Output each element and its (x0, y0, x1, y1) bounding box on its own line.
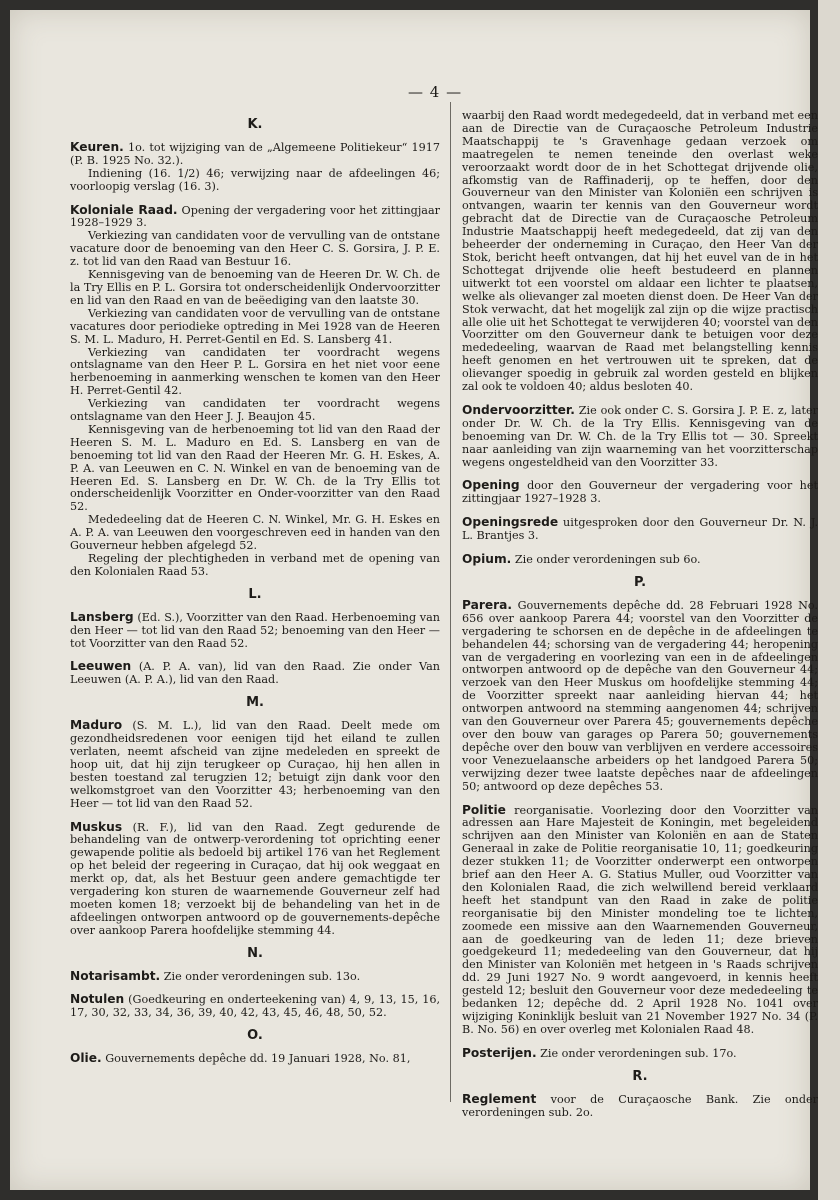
index-entry (462, 404, 818, 470)
entry-keyword: Maduro (70, 718, 123, 733)
entry-body: Gouvernements depêche dd. 19 Januari 1928, No. 81, (105, 1052, 411, 1066)
entry-body: Opening der vergadering voor het zittingjaar 1928–1929 3. (70, 203, 440, 230)
entry-body: voor de Curaçaosche Bank. Zie onder verordeningen sub. 2o. (462, 1092, 818, 1119)
entry-text (70, 168, 440, 194)
entry-text (462, 599, 818, 794)
index-entry (70, 1052, 440, 1066)
section-letter: L. (248, 586, 262, 602)
entry-text (70, 514, 440, 553)
index-entry (462, 1047, 818, 1061)
index-entry (70, 993, 440, 1020)
entry-body: (S. M. L.), lid van den Raad. Deelt mede om gezondheidsredenen voor eenigen tijd het eiland te zullen verlaten, neemt afscheid van zijne medeleden en spreekt de hoop uit, dat hij zijn terugkeer op Curaçao, hij hen allen in besten toestand zal terugzien 12; betuigt zijn dank voor den welkomstgroet van den Voorzitter 43; herbenoeming van den Heer — tot lid van den Raad 52. (70, 719, 440, 810)
left-column (70, 110, 440, 1076)
entry-body: Indiening (16. 1/2) 46; verwijzing naar de afdeelingen 46; voorloopig verslag (16. 3). (70, 166, 440, 193)
entry-body: Zie ook onder C. S. Gorsira J. P. E. z, later onder Dr. W. Ch. de la Try Ellis. Kennisgeving van de benoeming van Dr. W. Ch. de la Try Ellis tot — 30. Spreekt naar aanleiding van zijn waarneming van het voorzitterschap wegens ongesteldheid van den Voorzitter 33. (462, 403, 818, 469)
entry-text (462, 1093, 818, 1120)
column-divider (450, 102, 451, 1102)
entry-text (462, 553, 818, 567)
entry-body: Kennisgeving van de benoeming van de Heeren Dr. W. Ch. de la Try Ellis en P. L. Gorsira tot onderscheidenlijk Ondervoorzitter en lid van den Raad en van de beëediging van den laatste 30. (70, 268, 440, 307)
index-entry (462, 804, 818, 1037)
right-column (462, 110, 818, 1129)
entry-text (70, 398, 440, 424)
entry-body: Zie onder verordeningen sub 6o. (514, 553, 701, 567)
entry-body: Verkiezing van candidaten voor de vervulling van de ontstane vacature door de benoeming van den Heer C. S. Gorsira, J. P. E. z. tot lid van den Raad van Bestuur 16. (70, 229, 440, 269)
entry-text (462, 110, 818, 394)
entry-body: Verkiezing van candidaten ter voordracht wegens ontslagname van den Heer J. J. Beaujon 45. (70, 397, 440, 424)
entry-keyword: Reglement (462, 1091, 537, 1106)
entry-text (70, 553, 440, 579)
entry-text (70, 611, 440, 651)
entry-keyword: Muskus (70, 819, 123, 834)
entry-body: Verkiezing van candidaten voor de vervulling van de ontstane vacatures door periodieke optreding in Mei 1928 van de Heeren S. M. L. Maduro, H. Perret-Gentil en Ed. S. Lansberg 41. (70, 306, 440, 346)
entry-body: Zie onder verordeningen sub. 17o. (540, 1046, 737, 1060)
entry-body: (R. F.), lid van den Raad. Zegt gedurende de behandeling van de ontwerp-verordening tot oprichting eener gewapende politie als bedoeld bij artikel 176 van het Reglement op het beleid der regeering in Curaçao, dat hij ook weggaat en merkt op, dat, als het Bestuur geen andere gemachtigde ter vergadering kon sturen de waarnemende Gouverneur zelf had moeten komen 18; verzoekt bij de behandeling van het in de afdeelingen ontworpen antwoord op de gouvernements-depêche over aankoop Parera hoofdelijke stemming 44. (70, 820, 440, 937)
index-entry (70, 719, 440, 810)
entry-text (70, 970, 440, 984)
index-entry (462, 599, 818, 794)
entry-text (462, 479, 818, 506)
entry-keyword: Keuren. (70, 139, 124, 154)
entry-text (70, 821, 440, 938)
entry-text (70, 347, 440, 399)
entry-text (462, 804, 818, 1037)
entry-text (70, 269, 440, 308)
entry-text (70, 1052, 440, 1066)
entry-body: door den Gouverneur der vergadering voor het zittingjaar 1927–1928 3. (462, 479, 819, 506)
entry-keyword: Leeuwen (70, 659, 132, 674)
entry-text (70, 424, 440, 514)
index-entry (70, 821, 440, 938)
section-letter: K. (247, 117, 263, 132)
entry-keyword: Ondervoorzitter. (462, 402, 575, 417)
entry-keyword: Parera. (462, 597, 512, 612)
entry-keyword: Politie (462, 802, 506, 817)
section-letter: R. (632, 1068, 648, 1084)
entry-text (70, 141, 440, 168)
index-entry (70, 970, 440, 984)
entry-body: waarbij den Raad wordt medegedeeld, dat in verband met een aan de Directie van de Curaçaosche Petroleum Industrie Maatschappij te 's Gravenhage gedaan verzoek om maatregelen te nemen teneinde den overlast weke veroorzaakt wordt door de in het Schottegat drijvende olie, afkomstig van de Raffinaderij, op te heffen, door den Gouverneur van den Minister van Koloniën een schrijven is ontvangen, waarin ter kennis van den Gouverneur wordt gebracht dat de Directie van de Curaçaosche Petroleum Industrie Maatschappij heeft medegedeeld, dat zij van den beheerder der onderneming in Curaçao, den Heer Van der Stok, bericht heeft ontvangen, dat hij het euvel van de in het Schottegat drijvende olie heeft bestudeerd en plannen uitwerkt tot een voorstel om aldaar een lichter te plaatsen, welke als olievanger zal moeten dienst doen. De Heer Van der Stok verwacht, dat het mogelijk zal zijn op die wijze practisch alle olie uit het Schottegat te verwijderen 40; voorstel van den Voorzitter om den Gouverneur dank te betuigen voor deze mededeeling, waarvan de Raad met belangstelling kennis heeft genomen en het vertrouwen uit te spreken, dat de olievanger spoedig in gebruik zal worden gesteld en blijken zal ook te voldoen 40; aldus besloten 40. (462, 109, 818, 394)
entry-body: 1o. tot wijziging van de „Algemeene Politiekeur“ 1917 (P. B. 1925 No. 32.). (70, 140, 440, 167)
page-number: — 4 — (408, 83, 463, 101)
index-entry (70, 660, 440, 687)
entry-body: uitgesproken door den Gouverneur Dr. N. J. L. Brantjes 3. (462, 516, 819, 543)
document-page (10, 10, 819, 1190)
entry-text (462, 1047, 818, 1061)
entry-text (70, 308, 440, 347)
entry-keyword: Openingsrede (462, 515, 559, 530)
index-entry (70, 141, 440, 194)
entry-body: (A. P. A. van), lid van den Raad. Zie onder Van Leeuwen (A. P. A.), lid van den Raad. (70, 660, 440, 687)
entry-text (70, 719, 440, 810)
entry-body: Zie onder verordeningen sub. 13o. (163, 969, 361, 983)
index-entry (462, 1093, 818, 1120)
entry-keyword: Notarisambt. (70, 968, 161, 983)
entry-body: reorganisatie. Voorlezing door den Voorzitter van adressen aan Hare Majesteit de Koningin, met begeleidend schrijven aan den Minister van Koloniën en aan de Staten Generaal in zake de Politie reorganisatie 10, 11; goedkeuring dezer stukken 11; de Voorzitter onderwerpt een ontworpen brief aan den Heer A. G. Statius Muller, oud Voorzitter van den Kolonialen Raad, die zich welwillend bereid verklaard heeft het standpunt van den Raad in zake de politie reorganisatie bij den Minister mondeling toe te lichten, zoomede een missive aan den Waarnemenden Gouverneur, aan de goedkeuring van de leden 11; deze brieven goedgekeurd 11; mededeeling van den Gouverneur, dat hij den Minister van Koloniën met hetgeen in 's Raads schrijven dd. 29 Juni 1927 No. 9 wordt aangevoerd, in kennis heeft gesteld 12; besluit den Gouverneur voor deze mededeeling te bedanken 12; depêche dd. 2 April 1928 No. 1041 over wijziging Koninklijk besluit van 21 November 1927 No. 34 (P. B. No. 56) en over overleg met Kolonialen Raad 48. (462, 803, 819, 1036)
section-letter: O. (247, 1028, 263, 1044)
index-entry (462, 553, 818, 567)
entry-body: (Goedkeuring en onderteekening van) 4, 9, 13, 15, 16, 17, 30, 32, 33, 34, 36, 39, 40, 42, 43, 45, 46, 48, 50, 52. (70, 993, 441, 1020)
entry-keyword: Opium. (462, 552, 512, 567)
section-letter: M. (246, 695, 264, 711)
entry-body: Verkiezing van candidaten ter voordracht wegens ontslagname van den Heer P. L. Gorsira en het niet voor eene herbenoeming in aanmerking wenschen te komen van den Heer H. Perret-Gentil 42. (70, 345, 440, 398)
entry-body: Kennisgeving van de herbenoeming tot lid van den Raad der Heeren S. M. L. Maduro en Ed. S. Lansberg en van de benoeming tot lid van den Raad der Heeren Mr. G. H. Eskes, A. P. A. van Leeuwen en C. N. Winkel en van de benoeming van de Heeren Ed. S. Lansberg en Dr. W. Ch. de la Try Ellis tot onderscheidenlijk Voorzitter en Onder-voorzitter van den Raad 52. (70, 422, 440, 514)
entry-body: Gouvernements depêche dd. 28 Februari 1928 No. 656 over aankoop Parera 44; voorstel van den Voorzitter de vergadering te schorsen en de depêche in de afdeelingen te behandelen 44; schorsing van de vergadering 44; heropening van de vergadering en voorlezing van een in de afdeelingen ontworpen antwoord op de depêche van den Gouverneur 44; verzoek van den Heer Muskus om hoofdelijke stemming 44; de Voorzitter spreekt naar aanleiding hiervan 44; het ontworpen antwoord na stemming aangenomen 44; schrijven van den Gouverneur over Parera 45; gouvernements depêche over den bouw van garages op Parera 50; gouvernements depêche over den bouw van verblijven en verdere accessoires voor Venezuelaansche arbeiders op het landgoed Parera 50; verwijzing dezer twee laatste depêches naar de afdeelingen 50; antwoord op deze depêches 53. (462, 598, 818, 793)
entry-body: Mededeeling dat de Heeren C. N. Winkel, Mr. G. H. Eskes en A. P. A. van Leeuwen den voorgeschreven eed in handen van den Gouverneur hebben afgelegd 52. (70, 513, 440, 553)
index-entry (462, 110, 818, 394)
entry-keyword: Olie. (70, 1051, 102, 1066)
index-entry (70, 204, 440, 579)
section-letter: P. (633, 575, 647, 590)
entry-keyword: Opening (462, 478, 520, 493)
entry-body: (Ed. S.), Voorzitter van den Raad. Herbenoeming van den Heer — tot lid van den Raad 52; benoeming van den Heer — tot Voorzitter van den Raad 52. (70, 610, 440, 650)
entry-keyword: Posterijen. (462, 1045, 537, 1060)
entry-text (70, 993, 440, 1020)
entry-text (70, 660, 440, 687)
index-entry (462, 516, 818, 543)
entry-text (462, 516, 818, 543)
entry-keyword: Lansberg (70, 609, 134, 624)
adjacent-page-edge (818, 0, 840, 1200)
entry-text (462, 404, 818, 470)
entry-keyword: Notulen (70, 992, 125, 1007)
index-entry (462, 479, 818, 506)
entry-text (70, 230, 440, 269)
entry-text (70, 204, 440, 231)
section-letter: N. (247, 945, 263, 961)
entry-keyword: Koloniale Raad. (70, 202, 178, 217)
entry-body: Regeling der plechtigheden in verband met de opening van den Kolonialen Raad 53. (70, 552, 440, 578)
index-entry (70, 611, 440, 651)
